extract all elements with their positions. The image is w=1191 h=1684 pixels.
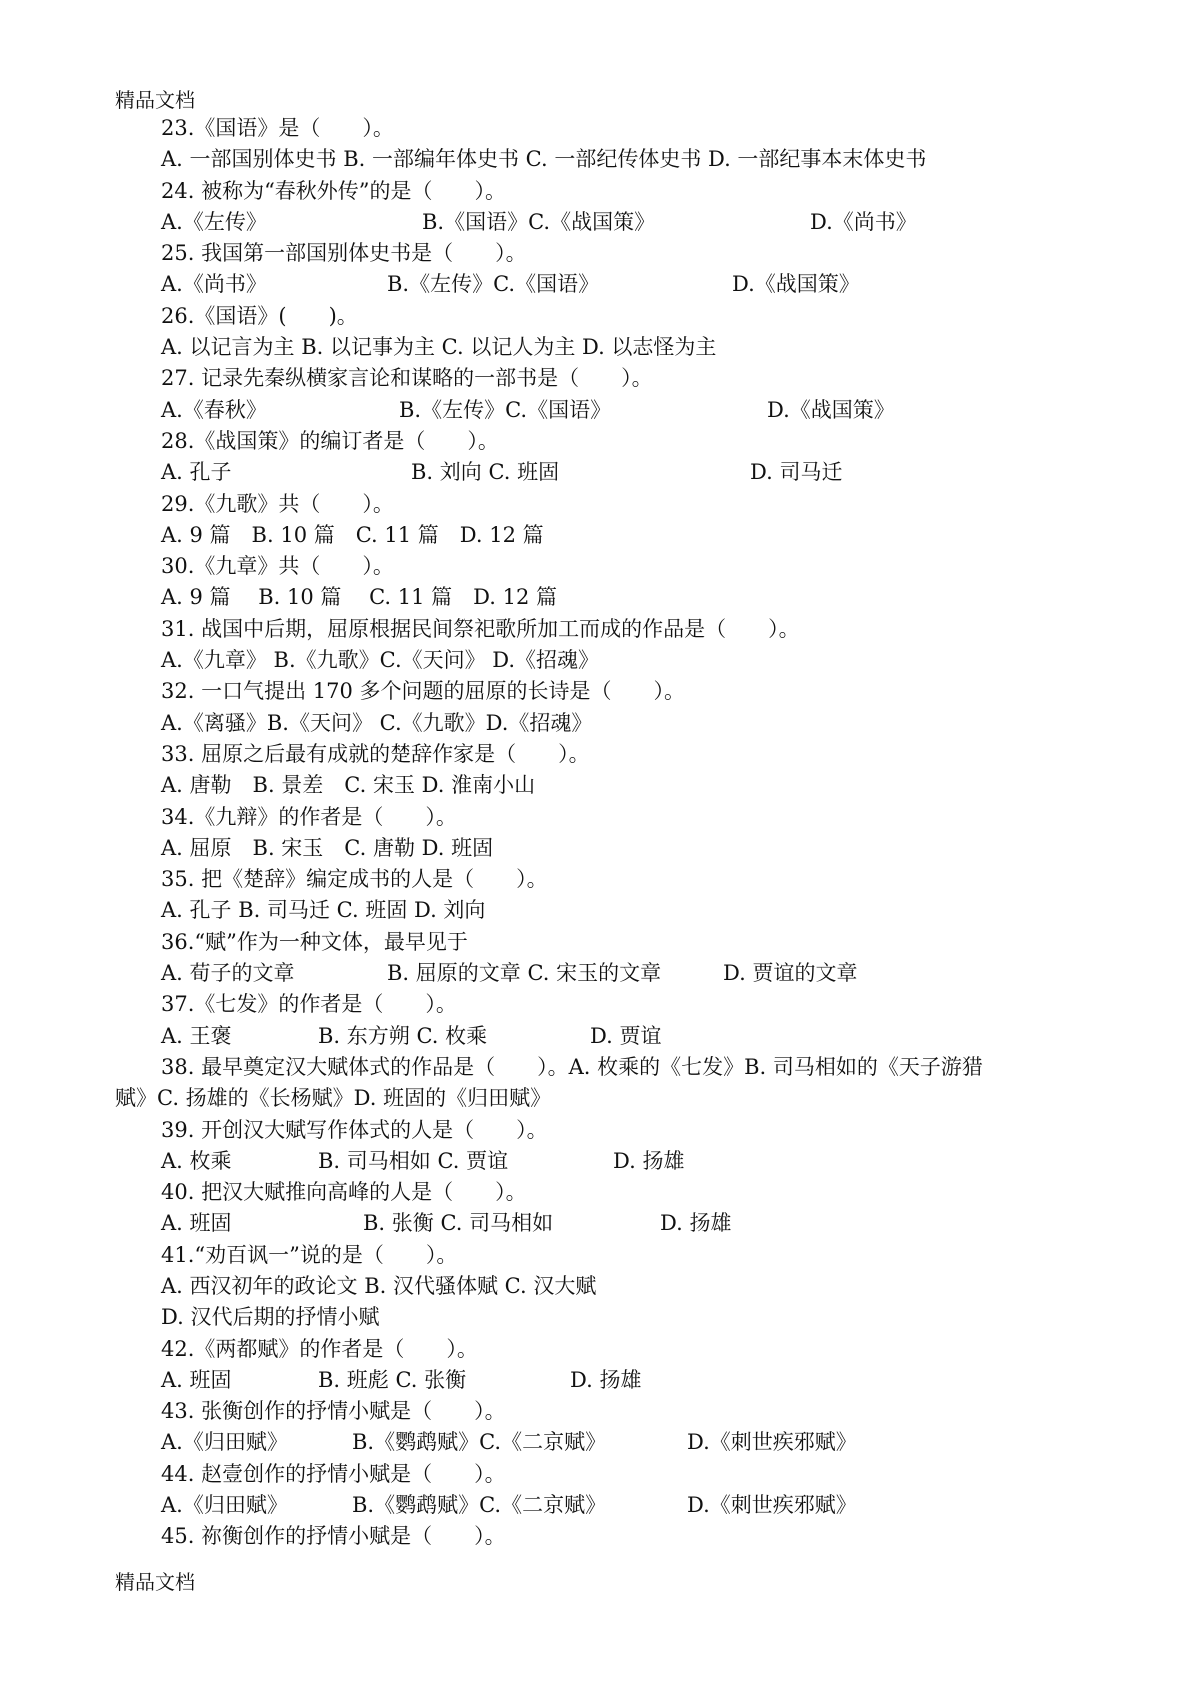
question-line: 45. 祢衡创作的抒情小赋是（ ）。 — [161, 1524, 506, 1549]
options-line — [115, 144, 1115, 175]
option-text: B. 屈原的文章 C. 宋玉的文章 — [387, 961, 662, 986]
option-text: A.《归田赋》 — [161, 1430, 288, 1455]
option-text: D. 司马迁 — [750, 460, 843, 485]
option-text: B. 司马相如 C. 贾谊 — [318, 1148, 509, 1173]
option-text: D.《战国策》 — [767, 397, 895, 422]
question-line: 31. 战国中后期，屈原根据民间祭祀歌所加工而成的作品是（ ）。 — [161, 616, 800, 641]
option-text: D.《刺世疾邪赋》 — [687, 1493, 857, 1518]
option-text: A.《春秋》 — [161, 397, 267, 422]
options-line — [115, 1490, 1115, 1521]
question-line: 41.“劝百讽一”说的是（ ）。 — [161, 1242, 458, 1267]
options-line — [115, 520, 1115, 551]
option-text: D. 贾谊的文章 — [723, 961, 858, 986]
options-line — [115, 207, 1115, 238]
option-text: A. 9 篇 B. 10 篇 C. 11 篇 D. 12 篇 — [161, 585, 557, 610]
option-text: B.《鹦鹉赋》C.《二京赋》 — [352, 1430, 607, 1455]
question-line: 33. 屈原之后最有成就的楚辞作家是（ ）。 — [161, 741, 590, 766]
question-line: 37.《七发》的作者是（ ）。 — [161, 992, 457, 1017]
option-text: D. 扬雄 — [660, 1211, 732, 1236]
option-text: D. 汉代后期的抒情小赋 — [161, 1305, 380, 1330]
option-text: A. 以记言为主 B. 以记事为主 C. 以记人为主 D. 以志怪为主 — [161, 335, 717, 360]
options-line — [115, 269, 1115, 300]
option-text: A.《九章》 B.《九歌》C.《天问》 D.《招魂》 — [161, 648, 600, 673]
question-line: 32. 一口气提出 170 多个问题的屈原的长诗是（ ）。 — [161, 679, 686, 704]
question-line: 26.《国语》( )。 — [161, 303, 358, 328]
options-line — [115, 1302, 1115, 1333]
question-line: 28.《战国策》的编订者是（ ）。 — [161, 428, 499, 453]
option-text: D. 贾谊 — [590, 1023, 662, 1048]
question-line: 39. 开创汉大赋写作体式的人是（ ）。 — [161, 1117, 548, 1142]
option-text: B. 东方朔 C. 枚乘 — [318, 1023, 488, 1048]
options-line — [115, 1208, 1115, 1239]
option-text: A.《尚书》 — [161, 272, 267, 297]
option-text: D.《尚书》 — [810, 209, 917, 234]
options-line — [115, 833, 1115, 864]
options-line — [115, 1427, 1115, 1458]
options-line — [115, 895, 1115, 926]
option-text: D. 扬雄 — [613, 1148, 685, 1173]
question-line: 23.《国语》是（ ）。 — [161, 116, 394, 140]
option-text: A. 屈原 B. 宋玉 C. 唐勒 D. 班固 — [161, 835, 494, 860]
option-text: B.《鹦鹉赋》C.《二京赋》 — [352, 1493, 607, 1518]
question-line: 24. 被称为“春秋外传”的是（ ）。 — [161, 178, 507, 203]
option-text: A. 西汉初年的政论文 B. 汉代骚体赋 C. 汉大赋 — [161, 1273, 597, 1298]
option-text: B. 刘向 C. 班固 — [411, 460, 560, 485]
options-line — [115, 708, 1115, 739]
option-text: A. 一部国别体史书 B. 一部编年体史书 C. 一部纪传体史书 D. 一部纪事本末体史书 — [161, 147, 927, 172]
page-header: 精品文档 — [115, 88, 195, 112]
options-line — [115, 1271, 1115, 1302]
option-text: D.《刺世疾邪赋》 — [687, 1430, 857, 1455]
option-text: A. 班固 — [161, 1211, 232, 1236]
option-text: A. 班固 — [161, 1367, 232, 1392]
options-line — [115, 457, 1115, 488]
option-text: A.《左传》 — [161, 209, 267, 234]
options-line — [115, 1146, 1115, 1177]
option-text: A.《离骚》B.《天问》 C.《九歌》D.《招魂》 — [161, 710, 593, 735]
question-line: 36.“赋”作为一种文体，最早见于 — [161, 929, 468, 954]
options-line — [115, 958, 1115, 989]
option-text: A. 王褒 — [161, 1023, 232, 1048]
option-text: B.《国语》C.《战国策》 — [422, 209, 656, 234]
option-text: B.《左传》C.《国语》 — [387, 272, 600, 297]
option-text: A. 荀子的文章 — [161, 961, 295, 986]
options-line — [115, 395, 1115, 426]
question-line: 40. 把汉大赋推向高峰的人是（ ）。 — [161, 1180, 527, 1205]
question-line: 34.《九辩》的作者是（ ）。 — [161, 804, 457, 829]
question-line: 43. 张衡创作的抒情小赋是（ ）。 — [161, 1399, 506, 1424]
question-line: 27. 记录先秦纵横家言论和谋略的一部书是（ ）。 — [161, 366, 653, 391]
option-text: D. 扬雄 — [570, 1367, 642, 1392]
options-line — [115, 770, 1115, 801]
page-footer: 精品文档 — [115, 1570, 195, 1594]
options-line — [115, 1021, 1115, 1052]
option-text: A. 唐勒 B. 景差 C. 宋玉 D. 淮南小山 — [161, 773, 536, 798]
option-text: A. 9 篇 B. 10 篇 C. 11 篇 D. 12 篇 — [161, 522, 544, 547]
question-line: 35. 把《楚辞》编定成书的人是（ ）。 — [161, 867, 548, 892]
question-line: 30.《九章》共（ ）。 — [161, 554, 394, 579]
options-line — [115, 1365, 1115, 1396]
question-line: 44. 赵壹创作的抒情小赋是（ ）。 — [161, 1461, 506, 1486]
option-text: B.《左传》C.《国语》 — [399, 397, 612, 422]
options-line — [115, 645, 1115, 676]
option-text: D.《战国策》 — [732, 272, 860, 297]
option-text: B. 班彪 C. 张衡 — [318, 1367, 467, 1392]
option-text: A. 孔子 — [161, 460, 232, 485]
question-continuation: 赋》C. 扬雄的《长杨赋》D. 班固的《归田赋》 — [115, 1086, 552, 1111]
question-list — [115, 113, 1115, 1553]
options-line — [115, 332, 1115, 363]
question-line: 42.《两都赋》的作者是（ ）。 — [161, 1336, 478, 1361]
option-text: A. 枚乘 — [161, 1148, 232, 1173]
options-line — [115, 582, 1115, 613]
question-line: 25. 我国第一部国别体史书是（ ）。 — [161, 241, 527, 266]
option-text: A.《归田赋》 — [161, 1493, 288, 1518]
question-line: 38. 最早奠定汉大赋体式的作品是（ ）。A. 枚乘的《七发》B. 司马相如的《天子游猎 — [161, 1054, 983, 1079]
option-text: A. 孔子 B. 司马迁 C. 班固 D. 刘向 — [161, 898, 486, 923]
question-line: 29.《九歌》共（ ）。 — [161, 491, 394, 516]
option-text: B. 张衡 C. 司马相如 — [363, 1211, 554, 1236]
